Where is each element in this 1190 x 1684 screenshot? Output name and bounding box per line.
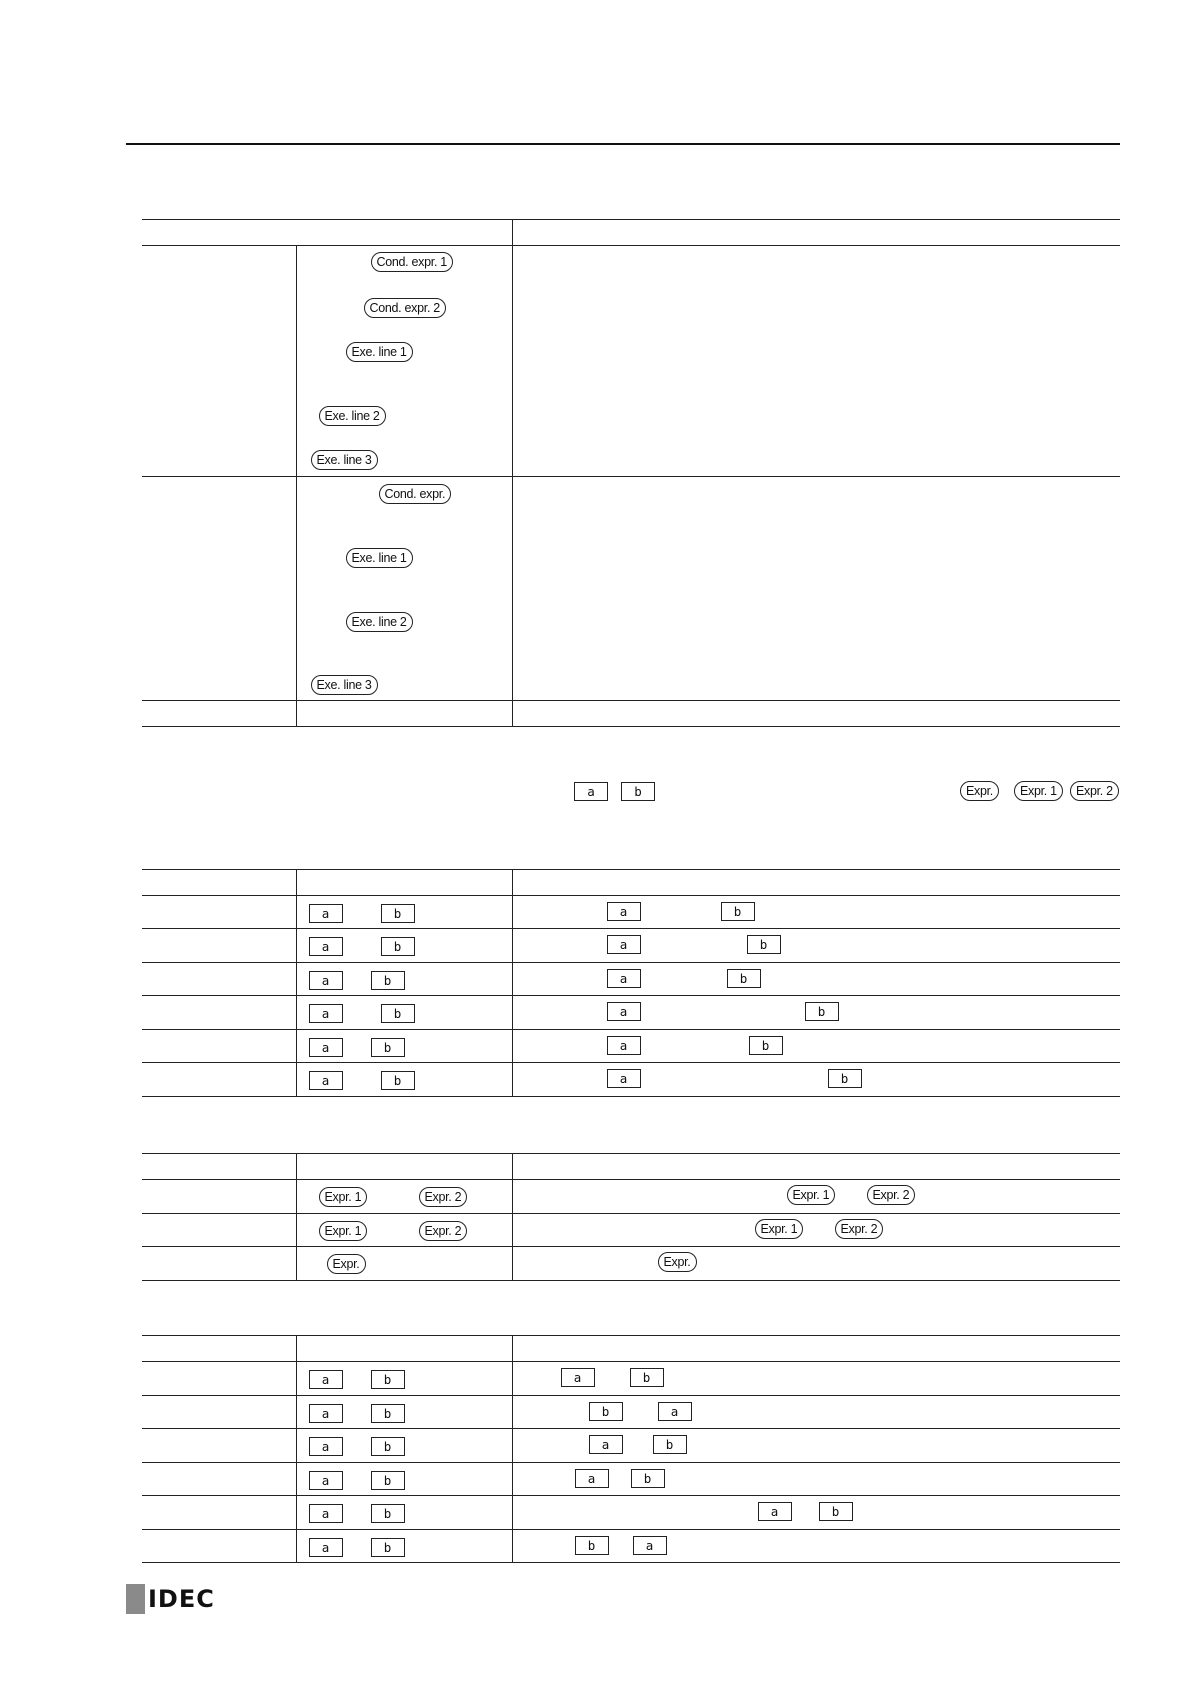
table-cell [142,896,296,929]
table-cell [142,1530,296,1563]
operand-b-box: b [371,1437,405,1456]
description-cell [512,1496,1120,1530]
table-row [142,1463,1120,1496]
table-row [142,1429,1120,1463]
header-cell [142,1154,296,1180]
operand-b-box: b [727,969,761,988]
table-cell [142,1180,296,1214]
operand-b-box: b [371,1038,405,1057]
table-row [142,246,1120,477]
description-cell [512,246,1120,477]
syntax-cell [296,1530,512,1563]
cond-expr-2-token: Cond. expr. 2 [364,298,446,318]
syntax-cell [296,1396,512,1429]
operand-a-box: a [309,1038,343,1057]
syntax-cell [296,1463,512,1496]
operand-a-box: a [309,1004,343,1023]
syntax-cell [296,1247,512,1281]
header-cell [142,220,512,246]
header-cell [512,870,1120,896]
header-cell [142,1336,296,1362]
operand-b-box: b [828,1069,862,1088]
expr-1-token: Expr. 1 [787,1185,836,1205]
header-cell [512,1154,1120,1180]
idec-logo [126,1584,215,1614]
statement-table [142,219,1120,727]
table-row [142,896,1120,929]
table-cell [512,701,1120,727]
operand-a-box: a [589,1435,623,1454]
operand-a-box: a [658,1402,692,1421]
operand-b-box: b [631,1469,665,1488]
table-row [142,477,1120,701]
table-cell [142,1396,296,1429]
logical-operator-table [142,1153,1120,1281]
exe-line-2-token: Exe. line 2 [319,406,386,426]
table-cell [142,963,296,996]
syntax-cell [296,1030,512,1063]
syntax-cell [296,929,512,963]
operand-b-box: b [381,1071,415,1090]
logo-mark [126,1584,145,1614]
operand-a-box: a [309,937,343,956]
syntax-cell [296,1214,512,1247]
operand-b-box: b [589,1402,623,1421]
header-cell [512,220,1120,246]
operand-a-box: a [574,782,608,801]
expr-2-token: Expr. 2 [867,1185,916,1205]
expr-token: Expr. [960,781,999,801]
expr-2-token: Expr. 2 [835,1219,884,1239]
header-rule [126,143,1120,145]
operand-b-box: b [371,1538,405,1557]
header-cell [142,870,296,896]
description-cell [512,1030,1120,1063]
operand-b-box: b [819,1502,853,1521]
operand-a-box: a [575,1469,609,1488]
table-cell [142,246,296,477]
description-cell [512,1396,1120,1429]
table-cell [142,996,296,1030]
comparison-operator-table [142,869,1120,1097]
operand-a-box: a [607,935,641,954]
operand-b-box: b [371,1471,405,1490]
expr-1-token: Expr. 1 [319,1221,368,1241]
operand-a-box: a [309,1538,343,1557]
expr-2-token: Expr. 2 [1070,781,1119,801]
table-header-row [142,870,1120,896]
syntax-cell [296,1063,512,1097]
table-row [142,1180,1120,1214]
table-row [142,1530,1120,1563]
operand-a-box: a [607,1036,641,1055]
operand-b-box: b [621,782,655,801]
syntax-cell [296,896,512,929]
description-cell [512,996,1120,1030]
exe-line-1-token: Exe. line 1 [346,342,413,362]
table-cell [142,1063,296,1097]
table-cell [142,1247,296,1281]
expr-1-token: Expr. 1 [319,1187,368,1207]
table-row [142,1030,1120,1063]
operand-b-box: b [805,1002,839,1021]
description-cell [512,896,1120,929]
table-cell [142,1429,296,1463]
table-row [142,1362,1120,1396]
operand-a-box: a [309,1437,343,1456]
syntax-cell [296,246,512,477]
operand-b-box: b [381,1004,415,1023]
syntax-cell [296,1362,512,1396]
description-cell [512,1063,1120,1097]
table-cell [142,1496,296,1530]
operand-a-box: a [309,1471,343,1490]
table-row [142,1247,1120,1281]
table-header-row [142,1154,1120,1180]
cond-expr-1-token: Cond. expr. 1 [371,252,453,272]
table-cell [296,701,512,727]
operand-b-box: b [653,1435,687,1454]
table-row [142,996,1120,1030]
operand-a-box: a [607,902,641,921]
expr-token: Expr. [327,1254,366,1274]
table-cell [142,1214,296,1247]
description-cell [512,963,1120,996]
description-cell [512,1362,1120,1396]
table-cell [142,1030,296,1063]
header-cell [512,1336,1120,1362]
description-cell [512,1180,1120,1214]
table-header-row [142,220,1120,246]
syntax-cell [296,1496,512,1530]
exe-line-3-token: Exe. line 3 [311,450,378,470]
operand-b-box: b [721,902,755,921]
description-cell [512,1463,1120,1496]
expr-1-token: Expr. 1 [755,1219,804,1239]
description-cell [512,929,1120,963]
operand-a-box: a [309,971,343,990]
syntax-cell [296,1180,512,1214]
operand-b-box: b [381,937,415,956]
table-row [142,1396,1120,1429]
exe-line-3-token: Exe. line 3 [311,675,378,695]
table-cell [142,1463,296,1496]
table-row [142,701,1120,727]
syntax-cell [296,477,512,701]
header-cell [296,870,512,896]
table-header-row [142,1336,1120,1362]
description-cell [512,1530,1120,1563]
operand-b-box: b [749,1036,783,1055]
table-cell [142,701,296,727]
operand-a-box: a [607,969,641,988]
operand-a-box: a [758,1502,792,1521]
exe-line-1-token: Exe. line 1 [346,548,413,568]
expr-2-token: Expr. 2 [419,1187,468,1207]
description-cell [512,1247,1120,1281]
expr-2-token: Expr. 2 [419,1221,468,1241]
operand-b-box: b [747,935,781,954]
expr-1-token: Expr. 1 [1014,781,1063,801]
description-cell [512,1429,1120,1463]
exe-line-2-token: Exe. line 2 [346,612,413,632]
table-row [142,1214,1120,1247]
operand-a-box: a [309,1071,343,1090]
operand-a-box: a [633,1536,667,1555]
operand-b-box: b [575,1536,609,1555]
operand-b-box: b [381,904,415,923]
operand-b-box: b [371,971,405,990]
operand-a-box: a [561,1368,595,1387]
arithmetic-operator-table [142,1335,1120,1563]
operand-a-box: a [607,1069,641,1088]
header-cell [296,1154,512,1180]
operand-b-box: b [371,1504,405,1523]
expr-token: Expr. [658,1252,697,1272]
operand-b-box: b [371,1404,405,1423]
logo-text: IDEC [148,1585,215,1613]
cond-expr-token: Cond. expr. [379,484,452,504]
operand-a-box: a [309,1404,343,1423]
table-row [142,1063,1120,1097]
operand-b-box: b [371,1370,405,1389]
table-cell [142,929,296,963]
syntax-cell [296,996,512,1030]
description-cell [512,1214,1120,1247]
description-cell [512,477,1120,701]
operand-a-box: a [607,1002,641,1021]
table-cell [142,477,296,701]
operand-b-box: b [630,1368,664,1387]
header-cell [296,1336,512,1362]
table-row [142,963,1120,996]
operand-a-box: a [309,904,343,923]
table-row [142,929,1120,963]
operand-a-box: a [309,1504,343,1523]
table-row [142,1496,1120,1530]
operand-a-box: a [309,1370,343,1389]
syntax-cell [296,1429,512,1463]
syntax-cell [296,963,512,996]
table-cell [142,1362,296,1396]
